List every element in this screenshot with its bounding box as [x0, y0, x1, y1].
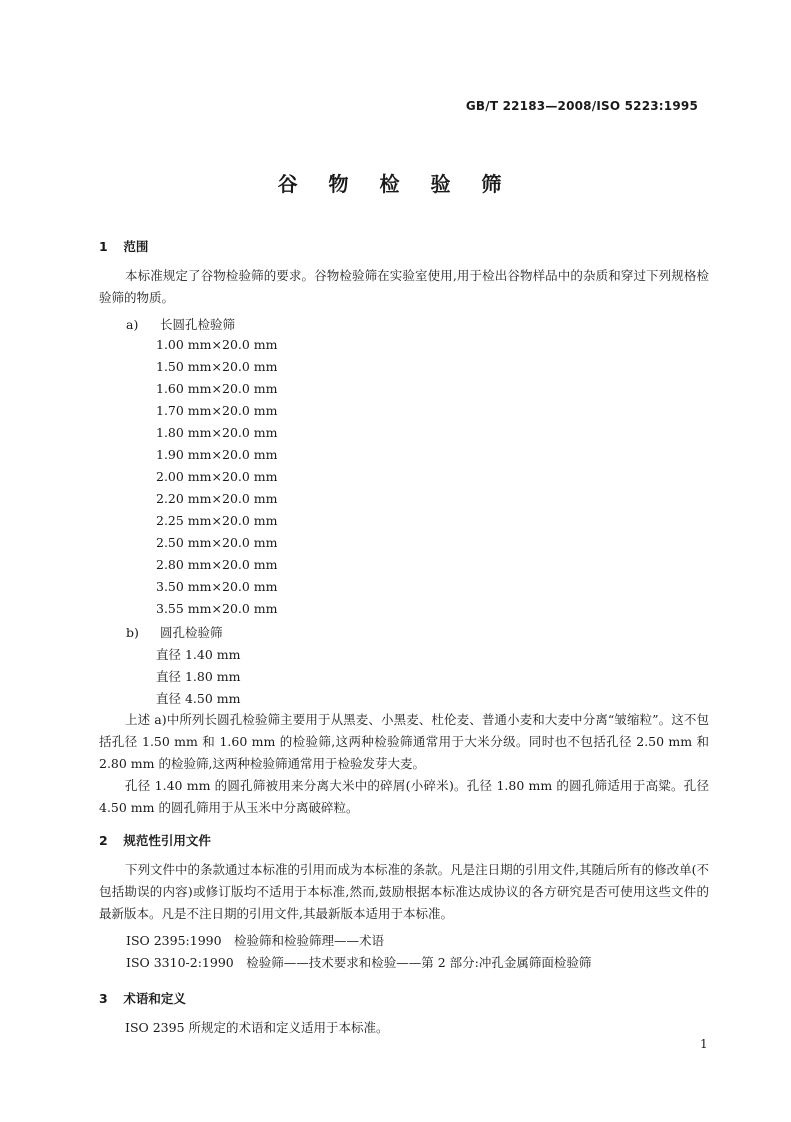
list-title: 长圆孔检验筛	[159, 317, 235, 332]
standard-code: GB/T 22183—2008/ISO 5223:1995	[465, 99, 698, 113]
list-b-heading	[126, 623, 223, 641]
list-a-heading	[126, 315, 235, 333]
list-item: 2.25 mm×20.0 mm	[156, 513, 278, 528]
list-item: 直径 4.50 mm	[156, 691, 241, 706]
list-item: 直径 1.40 mm	[156, 647, 241, 662]
section-3-heading	[99, 989, 186, 1007]
list-item: 直径 1.80 mm	[156, 669, 241, 684]
list-item: 2.50 mm×20.0 mm	[156, 535, 278, 550]
section-title: 范围	[123, 239, 149, 254]
page-number: 1	[700, 1037, 708, 1051]
section-2-heading	[99, 831, 211, 849]
list-item: 1.60 mm×20.0 mm	[156, 381, 278, 396]
list-item: 1.00 mm×20.0 mm	[156, 337, 278, 352]
list-label: a)	[126, 317, 139, 332]
reference-item: ISO 3310-2:1990 检验筛——技术要求和检验——第 2 部分:冲孔金属筛面检验筛	[126, 955, 592, 970]
section-1-para-2: 上述 a)中所列长圆孔检验筛主要用于从黑麦、小黑麦、杜伦麦、普通小麦和大麦中分离“皱缩粒”。这不包括孔径 1.50 mm 和 1.60 mm 的检验筛,这两种检验筛通常用于大米分级。同时也不包括孔径 2.50 mm 和 2.80 mm 的检验筛,这两种检验筛通常用于检验发芽大麦。	[99, 712, 709, 771]
document-title: 谷 物 检 验 筛	[277, 172, 514, 196]
section-2-para: 下列文件中的条款通过本标准的引用而成为本标准的条款。凡是注日期的引用文件,其随后所有的修改单(不包括勘误的内容)或修订版均不适用于本标准,然而,鼓励根据本标准达成协议的各方研究是否可使用这些文件的最新版本。凡是不注日期的引用文件,其最新版本适用于本标准。	[99, 862, 709, 921]
list-item: 1.90 mm×20.0 mm	[156, 447, 278, 462]
section-number: 3	[99, 991, 108, 1006]
section-number: 1	[99, 239, 108, 254]
section-3-para: ISO 2395 所规定的术语和定义适用于本标准。	[125, 1020, 389, 1035]
list-item: 2.20 mm×20.0 mm	[156, 491, 278, 506]
section-title: 规范性引用文件	[123, 833, 211, 848]
list-item: 1.50 mm×20.0 mm	[156, 359, 278, 374]
section-number: 2	[99, 833, 108, 848]
list-item: 2.80 mm×20.0 mm	[156, 557, 278, 572]
reference-item: ISO 2395:1990 检验筛和检验筛理——术语	[126, 933, 385, 948]
list-item: 2.00 mm×20.0 mm	[156, 469, 278, 484]
list-item: 1.80 mm×20.0 mm	[156, 425, 278, 440]
list-item: 3.55 mm×20.0 mm	[156, 601, 278, 616]
list-label: b)	[126, 625, 139, 640]
section-title: 术语和定义	[123, 991, 186, 1006]
section-1-heading	[99, 237, 148, 255]
section-1-para-3: 孔径 1.40 mm 的圆孔筛被用来分离大米中的碎屑(小碎米)。孔径 1.80 mm 的圆孔筛适用于高粱。孔径 4.50 mm 的圆孔筛用于从玉米中分离破碎粒。	[99, 778, 709, 815]
list-item: 3.50 mm×20.0 mm	[156, 579, 278, 594]
section-1-intro: 本标准规定了谷物检验筛的要求。谷物检验筛在实验室使用,用于检出谷物样品中的杂质和穿过下列规格检验筛的物质。	[99, 268, 709, 305]
list-title: 圆孔检验筛	[159, 625, 223, 640]
list-item: 1.70 mm×20.0 mm	[156, 403, 278, 418]
